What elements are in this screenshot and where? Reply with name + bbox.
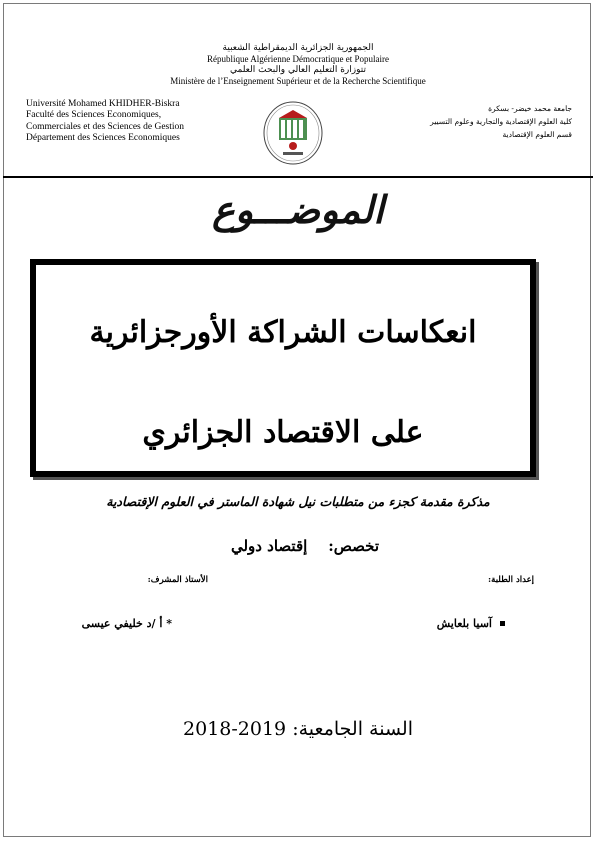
student-name: آسيا بلعايش — [436, 617, 492, 630]
academic-year — [0, 715, 596, 743]
memo-note: مذكرة مقدمة كجزء من متطلبات نيل شهادة الماستر في العلوم الإقتصادية — [106, 494, 490, 509]
university-logo-icon — [262, 100, 324, 168]
academic-year-label: السنة الجامعية: — [292, 718, 413, 740]
ministry-arabic: تتوزارة التعليم العالي والبحث العلمي — [230, 65, 366, 75]
university-info-french — [26, 99, 184, 145]
thesis-title-line2: على الاقتصاد الجزائري — [142, 415, 424, 450]
department-name-ar: قسم العلوم الإقتصادية — [502, 130, 572, 139]
university-name-fr: Université Mohamed KHIDHER-Biskra — [26, 99, 180, 109]
department-name-fr: Département des Sciences Economiques — [26, 133, 180, 144]
student-bullet-icon — [500, 621, 505, 626]
academic-year-value: 2018-2019 — [183, 718, 287, 740]
university-name-ar: جامعة محمد خيضر- بسكرة — [488, 104, 572, 113]
student-label: إعداد الطلبة: — [488, 575, 534, 585]
faculty-name-fr: Faculté des Sciences Economiques, — [26, 110, 162, 121]
faculty-name-fr-cont: Commerciales et des Sciences de Gestion — [26, 121, 185, 132]
header-divider — [3, 176, 593, 178]
republic-french: République Algérienne Démocratique et Populaire — [207, 54, 389, 64]
thesis-title-box — [30, 259, 536, 477]
subject-heading: الموضـــوع — [212, 187, 384, 232]
supervisor-label: الأستاذ المشرف: — [147, 575, 208, 585]
specialization-value: إقتصاد دولي — [230, 537, 308, 555]
supervisor-name: * أ /د خليفي عيسى — [81, 617, 172, 630]
university-info-arabic — [430, 102, 572, 141]
thesis-title-line1: انعكاسات الشراكة الأورجزائرية — [89, 315, 477, 350]
specialization-label: تخصص: — [328, 537, 379, 555]
ministry-french: Ministère de l’Enseignement Supérieur et de la Recherche Scientifique — [170, 76, 426, 86]
specialization — [231, 535, 379, 557]
faculty-name-ar: كلية العلوم الإقتصادية والتجارية وعلوم التسيير — [430, 117, 572, 126]
republic-arabic: الجمهورية الجزائرية الديمقراطية الشعبية — [222, 43, 374, 53]
